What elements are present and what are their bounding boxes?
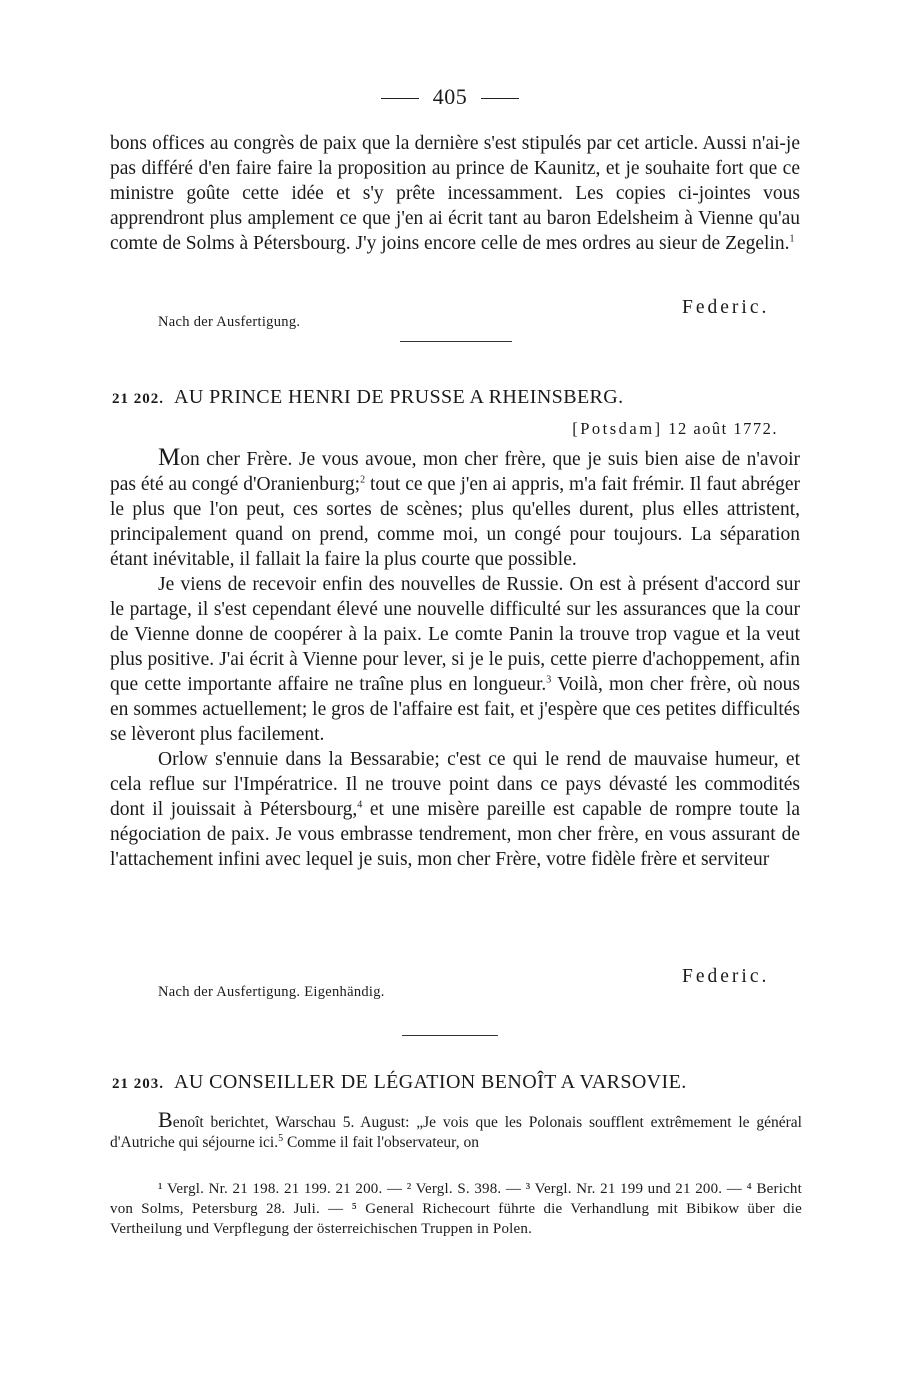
paragraph-text: Orlow s'ennuie dans la Bessarabie; c'est ce qui le rend de mauvaise humeur, et cela reflue sur l'Impératrice. Il ne trouve point dans ce pays dévasté les commodités dont il jouissait à Pétersbourg, <box>110 749 800 820</box>
footnote-ref-1: 1 <box>789 233 795 245</box>
footnote-ref-5: 5 <box>278 1132 284 1144</box>
letter-place: [Potsdam] <box>572 419 663 438</box>
paragraph-text: et une misère pareille est capable de rompre toute la négociation de paix. Je vous embrasse tendrement, mon cher frère, en vous assurant de l'attachement infini avec lequel je suis, mon cher Frère, votre fidèle frère et serviteur <box>110 799 800 870</box>
page-header <box>0 84 900 110</box>
source-note-1: Nach der Ausfertigung. <box>158 314 301 330</box>
letter-dateline <box>572 419 778 439</box>
section-divider-1 <box>400 341 512 342</box>
header-dash-right <box>481 98 519 99</box>
footnote-ref-4: 4 <box>357 799 363 811</box>
continued-letter <box>110 131 800 256</box>
letter-heading-21203 <box>112 1071 687 1094</box>
letter-body-21202 <box>110 445 800 872</box>
letter-paragraph-3 <box>110 747 800 872</box>
signature-2: Federic. <box>682 966 770 987</box>
letter-heading-21202 <box>112 386 624 409</box>
paragraph-text: Voilà, mon cher frère, où nous en sommes actuellement; le gros de l'affaire est fait, et j'espère que ces petites difficultés se lèveront plus facilement. <box>110 674 800 745</box>
footnotes <box>110 1179 802 1239</box>
footnotes-text: ¹ Vergl. Nr. 21 198. 21 199. 21 200. — ² Vergl. S. 398. — ³ Vergl. Nr. 21 199 und 21 200. — ⁴ Bericht von Solms, Petersburg 28. Juli. — ⁵ General Richecourt führte die Verhandlung mit Bibikow über die Vertheilung und Verpflegung der österreichischen Truppen in Polen. <box>110 1181 802 1237</box>
paragraph-text: on cher Frère. Je vous avoue, mon cher frère, que je suis bien aise de n'avoir pas été au congé d'Oranienburg; <box>110 449 800 495</box>
continued-paragraph <box>110 131 800 256</box>
section-divider-2 <box>402 1035 498 1036</box>
report-text <box>110 1107 802 1153</box>
page-number: 405 <box>432 84 468 109</box>
header-dash-left <box>381 98 419 99</box>
letter-number: 21 203. <box>112 1076 164 1092</box>
letter-date: 12 août 1772. <box>668 419 778 438</box>
letter-title: AU PRINCE HENRI DE PRUSSE A RHEINSBERG. <box>174 386 624 408</box>
source-note-2: Nach der Ausfertigung. Eigenhändig. <box>158 984 385 1000</box>
drop-cap: M <box>158 444 181 471</box>
paragraph-text: Je viens de recevoir enfin des nouvelles de Russie. On est à présent d'accord sur le partage, il s'est cependant élevé une nouvelle difficulté sur les assurances que la cour de Vienne donne de coopérer à la paix. Le comte Panin la trouve trop vague et la veut plus positive. J'ai écrit à Vienne pour lever, si je le puis, cette pierre d'achoppement, afin que cette importante affaire ne traîne plus en longueur. <box>110 574 800 695</box>
continued-paragraph-text: bons offices au congrès de paix que la dernière s'est stipulés par cet article. Aussi n'ai-je pas différé d'en faire faire la proposition au prince de Kaunitz, et je souhaite fort que ce ministre goûte cette idée et s'y prête incessamment. Les copies ci-jointes vous apprendront plus amplement ce que j'en ai écrit tant au baron Edelsheim à Vienne qu'au comte de Solms à Pétersbourg. J'y joins encore celle de mes ordres au sieur de Zegelin. <box>110 133 800 254</box>
signature-1: Federic. <box>682 297 770 318</box>
paragraph-text: tout ce que j'en ai appris, m'a fait frémir. Il faut abréger le plus que l'on peut, ces sortes de scènes; plus qu'elles durent, plus elles attristent, principalement quand on prend, comme moi, un congé pour toujours. La séparation étant inévitable, il fallait la faire la plus courte que possible. <box>110 474 800 570</box>
letter-paragraph-2 <box>110 572 800 747</box>
letter-paragraph-1 <box>110 445 800 572</box>
footnote-ref-2: 2 <box>360 474 366 486</box>
footnote-ref-3: 3 <box>546 674 552 686</box>
drop-cap: B <box>158 1107 173 1132</box>
letter-title: AU CONSEILLER DE LÉGATION BENOÎT A VARSOVIE. <box>174 1071 687 1093</box>
report-text-a: enoît berichtet, Warschau 5. August: „Je vois que les Polonais soufflent extrêmement le général d'Autriche qui séjourne ici. <box>110 1114 802 1151</box>
report-paragraph <box>110 1107 802 1153</box>
report-text-b: Comme il fait l'observateur, on <box>283 1134 479 1151</box>
letter-number: 21 202. <box>112 391 164 407</box>
